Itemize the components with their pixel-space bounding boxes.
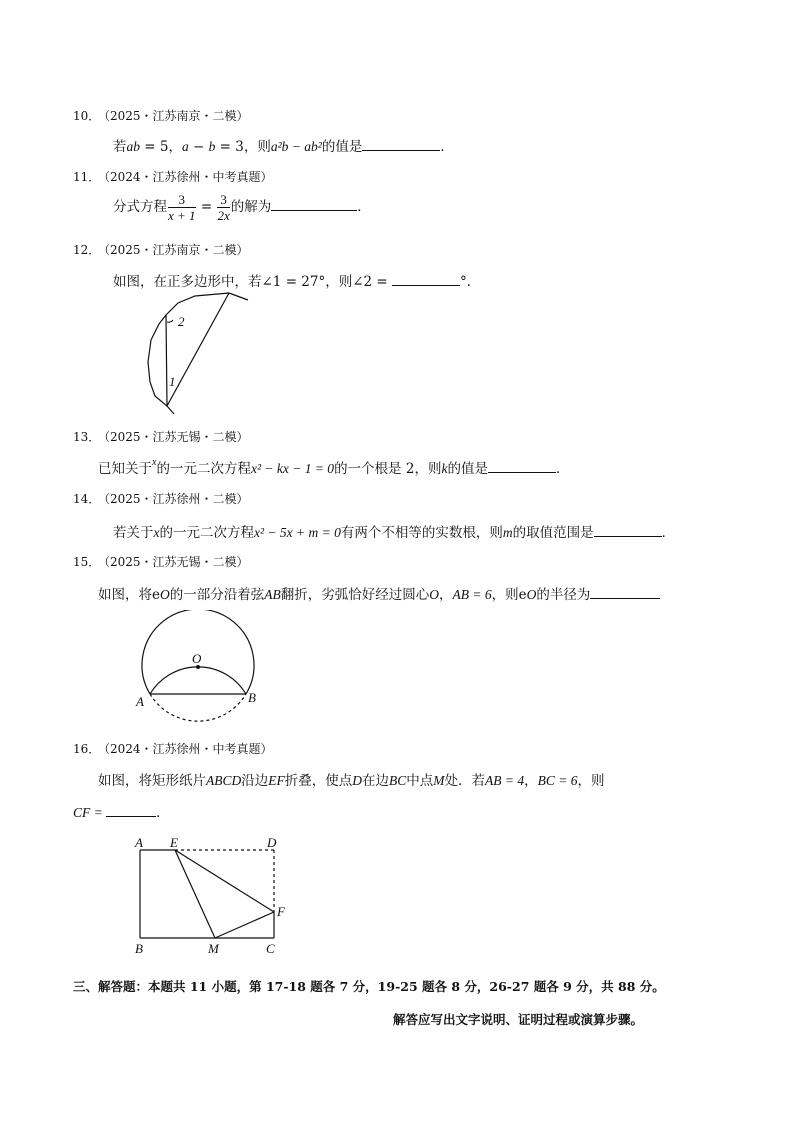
section-title: 三、解答题：本题共 11 小题，第 17-18 题各 7 分，19-25 题各 8 分，26-27 题各 9 分，共 88 分。 bbox=[73, 979, 665, 994]
question-number: 12． bbox=[73, 243, 101, 257]
text: = 3，则 bbox=[215, 139, 271, 155]
answer-blank[interactable] bbox=[392, 271, 460, 286]
text: 的一个根是 2，则 bbox=[334, 461, 442, 477]
math: O bbox=[526, 587, 537, 602]
math: BC bbox=[389, 773, 407, 788]
math: a bbox=[181, 139, 189, 154]
angle-arc bbox=[167, 320, 173, 322]
question-11-body bbox=[113, 192, 371, 223]
text: 沿边 bbox=[241, 773, 269, 789]
question-10-body bbox=[113, 135, 454, 155]
text: 若 bbox=[113, 139, 127, 155]
question-number: 14． bbox=[73, 492, 101, 506]
text: 的值是 bbox=[447, 461, 488, 477]
circle-figure bbox=[130, 610, 270, 730]
angle-2-label: 2 bbox=[178, 314, 185, 329]
text: 若关于 bbox=[113, 525, 154, 541]
text: °． bbox=[460, 274, 481, 290]
text: 折叠，使点 bbox=[284, 773, 353, 789]
math: AB bbox=[264, 587, 281, 602]
text: 的一元二次方程 bbox=[156, 461, 251, 477]
text: ， bbox=[439, 587, 453, 603]
answer-blank[interactable] bbox=[594, 522, 662, 537]
math: x bbox=[153, 525, 160, 540]
math: x bbox=[152, 457, 157, 468]
question-number: 13． bbox=[73, 430, 101, 444]
text: 有两个不相等的实数根，则 bbox=[340, 525, 503, 541]
text: ， bbox=[524, 773, 538, 789]
question-16-answer-line bbox=[73, 801, 170, 821]
text: 的解为 bbox=[230, 199, 272, 215]
text: 分式方程 bbox=[113, 199, 167, 215]
text: 翻折，劣弧恰好经过圆心 bbox=[280, 587, 430, 603]
denominator: x + 1 bbox=[168, 208, 196, 223]
section-note: 解答应写出文字说明、证明过程或演算步骤。 bbox=[393, 1012, 644, 1027]
label-c: C bbox=[266, 941, 275, 956]
math: m bbox=[502, 525, 513, 540]
text: 的取值范围是 bbox=[512, 525, 594, 541]
text: ． bbox=[156, 805, 170, 821]
math: AB = 4 bbox=[485, 773, 525, 788]
text: ． bbox=[555, 461, 570, 477]
question-15-body bbox=[98, 583, 660, 603]
rectangle-figure bbox=[130, 832, 300, 962]
question-12-body bbox=[113, 270, 480, 290]
question-number: 16． bbox=[73, 742, 101, 756]
text: 中点 bbox=[406, 773, 434, 789]
question-source: （2024・江苏徐州・中考真题） bbox=[98, 742, 273, 756]
math: x² − kx − 1 = 0 bbox=[250, 461, 335, 476]
numerator: 3 bbox=[217, 192, 229, 208]
circle-symbol: e bbox=[152, 587, 160, 603]
label-o: O bbox=[192, 651, 202, 666]
text: 的值是 bbox=[321, 139, 363, 155]
math: D bbox=[352, 773, 362, 788]
text: 如图，将 bbox=[98, 587, 152, 603]
text: 已知关于 bbox=[98, 461, 152, 477]
answer-blank[interactable] bbox=[271, 196, 357, 211]
text: 处．若 bbox=[444, 773, 486, 789]
text: 的一部分沿着弦 bbox=[169, 587, 265, 603]
diagonal-1 bbox=[166, 315, 167, 406]
text: 如图，在正多边形中，若∠1 = 27°，则∠2 = bbox=[113, 274, 393, 290]
math: AB = 6 bbox=[452, 587, 492, 602]
math: O bbox=[429, 587, 439, 602]
label-m: M bbox=[208, 941, 219, 956]
question-source: （2025・江苏无锡・二模） bbox=[98, 430, 249, 444]
math: a²b − ab² bbox=[270, 139, 322, 154]
folded-arc bbox=[150, 667, 246, 694]
text: 如图，将矩形纸片 bbox=[98, 773, 206, 789]
math: k bbox=[441, 461, 448, 476]
question-source: （2025・江苏徐州・二模） bbox=[98, 492, 249, 506]
fraction bbox=[217, 192, 229, 223]
answer-blank[interactable] bbox=[590, 584, 660, 599]
text: − bbox=[188, 139, 209, 155]
math: O bbox=[160, 587, 170, 602]
polygon-figure bbox=[140, 290, 260, 420]
fraction bbox=[168, 192, 196, 223]
question-13-body bbox=[98, 457, 569, 477]
text: ． bbox=[661, 525, 676, 541]
answer-blank[interactable] bbox=[488, 458, 556, 473]
question-source: （2025・江苏南京・二模） bbox=[98, 243, 249, 257]
text: ． bbox=[440, 139, 454, 155]
math: CF = bbox=[73, 805, 107, 820]
minor-arc-dashed bbox=[150, 694, 246, 721]
math: ab bbox=[126, 139, 140, 154]
math: b bbox=[208, 139, 216, 154]
text: 的半径为 bbox=[536, 587, 591, 603]
text: ，则 bbox=[577, 773, 605, 789]
text: = bbox=[196, 199, 217, 215]
answer-blank[interactable] bbox=[106, 802, 156, 817]
diagonal-2 bbox=[167, 293, 229, 406]
question-14-body bbox=[113, 521, 675, 541]
math: M bbox=[433, 773, 445, 788]
label-b: B bbox=[248, 690, 256, 705]
denominator: 2x bbox=[217, 208, 230, 223]
label-b: B bbox=[135, 941, 143, 956]
segment-mf bbox=[215, 912, 274, 938]
question-number: 11． bbox=[73, 170, 101, 184]
question-number: 10． bbox=[73, 109, 101, 123]
question-number: 15． bbox=[73, 555, 101, 569]
polygon-edge-extension bbox=[229, 293, 248, 300]
math: EF bbox=[268, 773, 285, 788]
angle-1-label: 1 bbox=[169, 374, 176, 389]
math: BC = 6 bbox=[537, 773, 578, 788]
text: ，则 bbox=[491, 587, 519, 603]
math: ABCD bbox=[206, 773, 242, 788]
label-e: E bbox=[170, 835, 178, 850]
math: x² − 5x + m = 0 bbox=[254, 525, 341, 540]
label-a: A bbox=[135, 835, 143, 850]
label-a: A bbox=[136, 694, 144, 709]
text: = 5， bbox=[140, 139, 182, 155]
text: ． bbox=[357, 199, 371, 215]
label-f: F bbox=[277, 904, 285, 919]
fold-line-ef bbox=[175, 850, 274, 912]
answer-blank[interactable] bbox=[362, 136, 440, 151]
question-source: （2025・江苏南京・二模） bbox=[98, 109, 249, 123]
polygon-edges bbox=[148, 293, 229, 414]
label-d: D bbox=[267, 835, 277, 850]
circle-symbol: e bbox=[518, 587, 527, 603]
question-source: （2025・江苏无锡・二模） bbox=[98, 555, 249, 569]
question-source: （2024・江苏徐州・中考真题） bbox=[98, 170, 273, 184]
text: 的一元二次方程 bbox=[159, 525, 254, 541]
question-16-body bbox=[98, 769, 605, 789]
numerator: 3 bbox=[168, 192, 196, 208]
text: 在边 bbox=[362, 773, 389, 789]
